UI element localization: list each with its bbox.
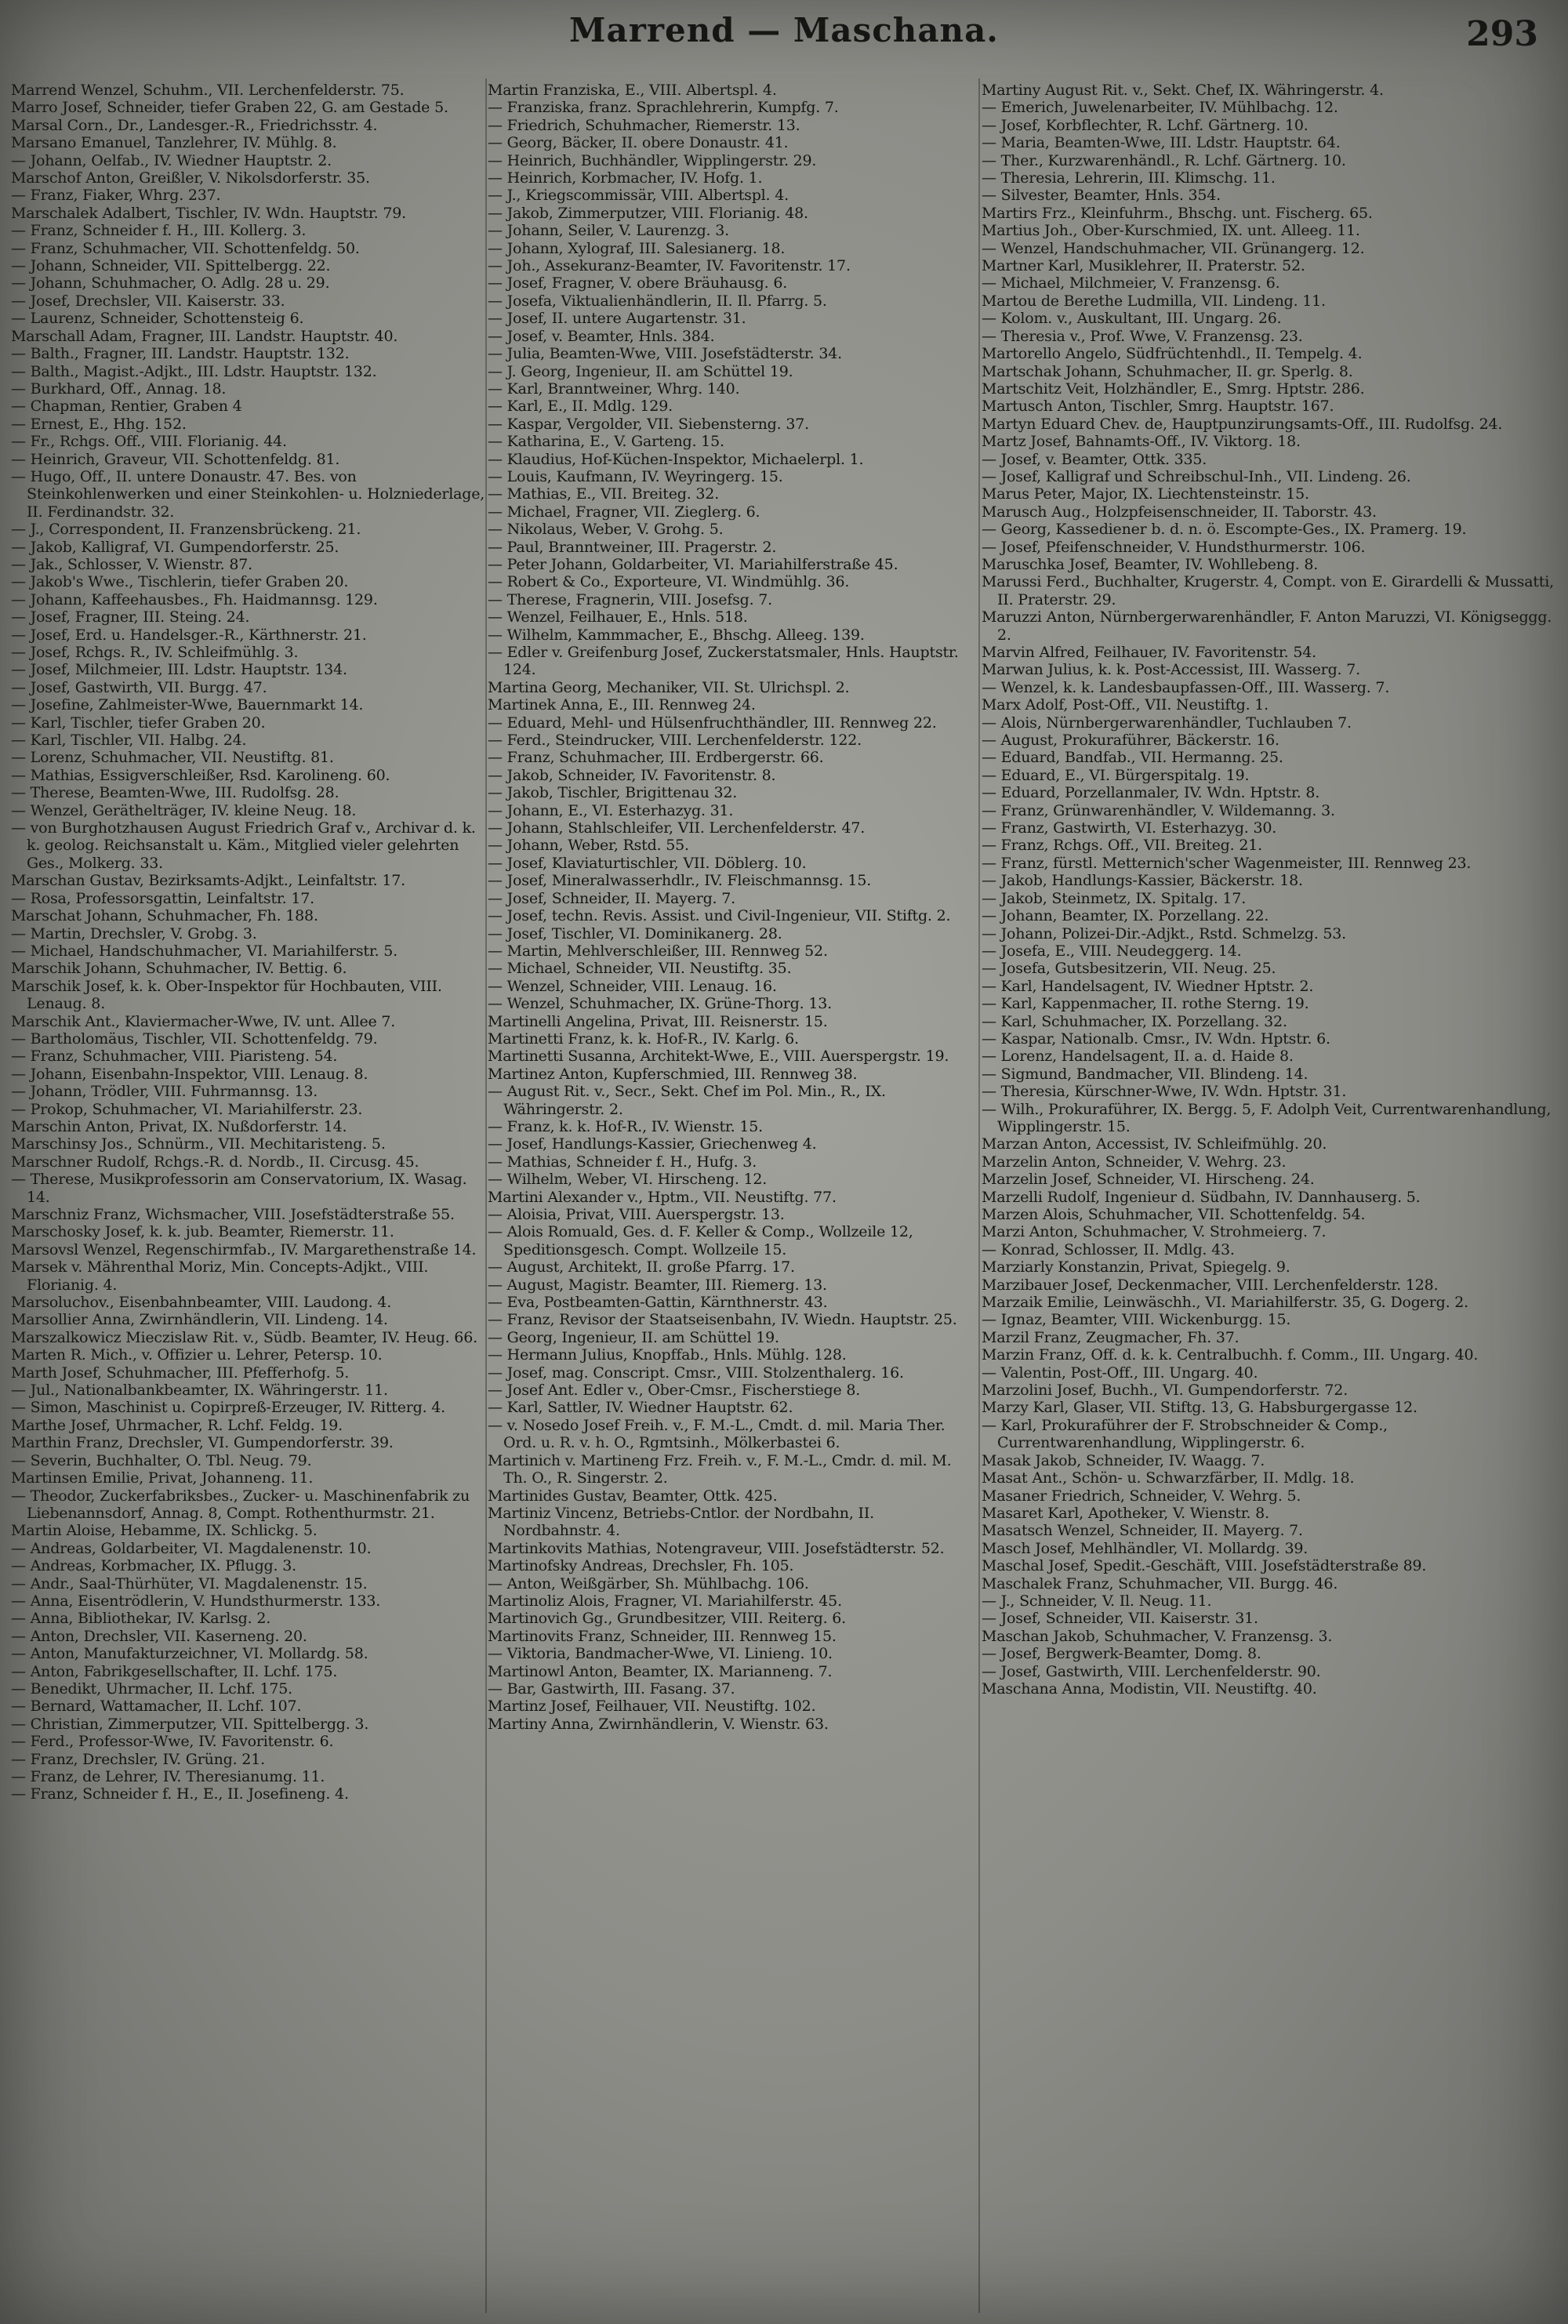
directory-entry: — Benedikt, Uhrmacher, II. Lchf. 175. (11, 1679, 292, 1698)
directory-entry: — Burkhard, Off., Annag. 18. (11, 379, 227, 398)
directory-entry: Marzan Anton, Accessist, IV. Schleifmühlg. 20. (982, 1135, 1327, 1153)
directory-entry: — Bartholomäus, Tischler, VII. Schottenfeldg. 79. (11, 1029, 378, 1048)
directory-entry: Marzibauer Josef, Deckenmacher, VIII. Lerchenfelderstr. 128. (982, 1276, 1439, 1294)
directory-entry: — Klaudius, Hof-Küchen-Inspektor, Michaelerpl. 1. (488, 450, 864, 468)
directory-entry: — Franz, de Lehrer, IV. Theresianumg. 11. (11, 1768, 325, 1785)
directory-entry: — Balth., Fragner, III. Landstr. Hauptstr. 132. (11, 345, 350, 363)
directory-entry: — Wilh., Prokuraführer, IX. Bergg. 5, F. Adolph Veit, Currentwarenhandlung, Wipplingerstr. 15. (982, 1100, 1552, 1135)
directory-entry: — Johann, Schneider, VII. Spittelbergg. 22. (11, 257, 331, 275)
directory-entry: Martiniz Vincenz, Betriebs-Cntlor. der Nordbahn, II. Nordbahnstr. 4. (488, 1504, 874, 1540)
directory-entry: — Edler v. Greifenburg Josef, Zuckerstatsmaler, Hnls. Hauptstr. 124. (488, 644, 959, 679)
directory-entry: — Franz, Schneider f. H., III. Kollerg. 3. (11, 222, 307, 240)
directory-entry: — Karl, Tischler, VII. Halbg. 24. (11, 732, 247, 750)
directory-entry: Masat Ant., Schön- u. Schwarzfärber, II. Mdlg. 18. (982, 1469, 1355, 1487)
directory-entry: — Fr., Rchgs. Off., VIII. Florianig. 44. (11, 433, 287, 451)
directory-entry: — Josef, II. untere Augartenstr. 31. (488, 310, 746, 328)
directory-entry: Marschniz Franz, Wichsmacher, VIII. Josefstädterstraße 55. (11, 1206, 455, 1223)
directory-entry: — Jakob, Handlungs-Kassier, Bäckerstr. 18. (982, 872, 1303, 890)
directory-entry: — Josef Ant. Edler v., Ober-Cmsr., Fischerstiege 8. (488, 1382, 861, 1400)
directory-entry: Marth Josef, Schuhmacher, III. Pfefferhofg. 5. (11, 1364, 350, 1382)
directory-entry: — August, Prokuraführer, Bäckerstr. 16. (982, 732, 1279, 750)
directory-entry: Maschana Anna, Modistin, VII. Neustiftg. 40. (982, 1679, 1317, 1698)
directory-entry: — Theresia, Lehrerin, III. Klimschg. 11. (982, 169, 1276, 187)
directory-entry: — Paul, Branntweiner, III. Pragerstr. 2. (488, 538, 777, 556)
directory-entry: — Severin, Buchhalter, O. Tbl. Neug. 79. (11, 1451, 312, 1469)
directory-entry: — Mathias, Essigverschleißer, Rsd. Karolineng. 60. (11, 766, 390, 784)
directory-entry: — Johann, Schuhmacher, O. Adlg. 28 u. 29. (11, 274, 330, 292)
directory-entry: Marus Peter, Major, IX. Liechtensteinstr. 15. (982, 485, 1309, 503)
directory-entry: — Franz, Revisor der Staatseisenbahn, IV. Wiedn. Hauptstr. 25. (488, 1311, 957, 1329)
directory-entry: — Ferd., Professor-Wwe, IV. Favoritenstr. 6. (11, 1733, 334, 1751)
directory-entry: — August, Magistr. Beamter, III. Riemerg. 13. (488, 1276, 827, 1294)
directory-entry: — Karl, Tischler, tiefer Graben 20. (11, 714, 266, 732)
directory-entry: — Silvester, Beamter, Hnls. 354. (982, 187, 1221, 205)
directory-entry: Masaner Friedrich, Schneider, V. Wehrg. 5. (982, 1487, 1301, 1505)
directory-entry: — Eduard, E., VI. Bürgerspitalg. 19. (982, 766, 1250, 784)
directory-entry: — Jakob, Tischler, Brigittenau 32. (488, 784, 738, 802)
directory-entry: — Johann, Polizei-Dir.-Adjkt., Rstd. Schmelzg. 53. (982, 924, 1347, 942)
directory-entry: — Bar, Gastwirth, III. Fasang. 37. (488, 1679, 735, 1698)
directory-entry: Martner Karl, Musiklehrer, II. Praterstr. 52. (982, 257, 1305, 275)
directory-entry: Marschall Adam, Fragner, III. Landstr. Hauptstr. 40. (11, 327, 398, 345)
directory-entry: — Wenzel, Schuhmacher, IX. Grüne-Thorg. 13. (488, 995, 832, 1013)
directory-entry: Maschal Josef, Spedit.-Geschäft, VIII. Josefstädterstraße 89. (982, 1557, 1427, 1575)
directory-entry: Martinovits Franz, Schneider, III. Rennweg 15. (488, 1627, 837, 1645)
directory-entry: Marschik Johann, Schuhmacher, IV. Bettig. 6. (11, 960, 347, 978)
directory-entry: — Josefine, Zahlmeister-Wwe, Bauernmarkt 14. (11, 696, 364, 714)
directory-entry: Martinetti Franz, k. k. Hof-R., IV. Karlg. 6. (488, 1029, 799, 1048)
directory-entry: — Karl, Prokuraführer der F. Strobschneider & Comp., Currentwarenhandlung, Wipplingerstr. 6. (982, 1416, 1388, 1452)
directory-entry: Martinelli Angelina, Privat, III. Reisnerstr. 15. (488, 1012, 828, 1030)
directory-entry: — Wenzel, Feilhauer, E., Hnls. 518. (488, 608, 748, 626)
directory-entry: — Hugo, Off., II. untere Donaustr. 47. Bes. von Steinkohlenwerken und einer Steinkohlen- u. Holzniederlage, II. Ferdinandstr. 32. (11, 467, 485, 521)
directory-entry: — Franz, Schuhmacher, VII. Schottenfeldg. 50. (11, 239, 360, 257)
directory-entry: — Therese, Musikprofessorin am Conservatorium, IX. Wasag. 14. (11, 1171, 467, 1206)
directory-entry: — Georg, Ingenieur, II. am Schüttel 19. (488, 1328, 779, 1346)
directory-entry: — Josef, Mineralwasserhdlr., IV. Fleischmannsg. 15. (488, 872, 872, 890)
directory-entry: Marrend Wenzel, Schuhm., VII. Lerchenfelderstr. 75. (11, 82, 405, 99)
directory-entry: Marschik Josef, k. k. Ober-Inspektor für Hochbauten, VIII. Lenaug. 8. (11, 977, 442, 1013)
directory-entry: — Johann, Seiler, V. Laurenzg. 3. (488, 222, 729, 240)
directory-entry: Marziarly Konstanzin, Privat, Spiegelg. 9. (982, 1258, 1290, 1276)
directory-entry: — Viktoria, Bandmacher-Wwe, VI. Linieng. 10. (488, 1645, 833, 1663)
directory-entry: Marsano Emanuel, Tanzlehrer, IV. Mühlg. 8. (11, 134, 337, 152)
directory-entry: Martius Joh., Ober-Kurschmied, IX. unt. Alleeg. 11. (982, 222, 1360, 240)
directory-entry: — Peter Johann, Goldarbeiter, VI. Mariahilferstraße 45. (488, 555, 898, 573)
directory-entry: — Wenzel, Geräthelträger, IV. kleine Neug. 18. (11, 801, 357, 819)
directory-entry: — Martin, Mehlverschleißer, III. Rennweg 52. (488, 942, 828, 960)
directory-entry: — Ferd., Steindrucker, VIII. Lerchenfelderstr. 122. (488, 732, 862, 750)
directory-entry: — Eduard, Mehl- und Hülsenfruchthändler, III. Rennweg 22. (488, 714, 937, 732)
directory-entry: — Mathias, Schneider f. H., Hufg. 3. (488, 1153, 757, 1171)
directory-entry: Martinetti Susanna, Architekt-Wwe, E., VIII. Auerspergstr. 19. (488, 1048, 949, 1066)
directory-entry: Martiny August Rit. v., Sekt. Chef, IX. Währingerstr. 4. (982, 82, 1384, 99)
directory-entry: — Johann, Kaffeehausbes., Fh. Haidmannsg. 129. (11, 590, 378, 608)
directory-entry: Maschalek Franz, Schuhmacher, VII. Burgg. 46. (982, 1574, 1338, 1592)
directory-column-1 (11, 82, 486, 2316)
directory-entry: Martschitz Veit, Holzhändler, E., Smrg. Hptstr. 286. (982, 379, 1365, 398)
directory-entry: — Nikolaus, Weber, V. Grohg. 5. (488, 521, 724, 539)
directory-entry: — Heinrich, Graveur, VII. Schottenfeldg. 81. (11, 450, 340, 468)
directory-entry: — Franz, Schuhmacher, VIII. Piaristeng. 54. (11, 1048, 338, 1066)
directory-entry: — Heinrich, Buchhändler, Wipplingerstr. 29. (488, 151, 817, 169)
directory-entry: — Franz, Gastwirth, VI. Esterhazyg. 30. (982, 819, 1277, 837)
directory-entry: Marzen Alois, Schuhmacher, VII. Schottenfeldg. 54. (982, 1206, 1366, 1223)
directory-entry: — Joh., Assekuranz-Beamter, IV. Favoritenstr. 17. (488, 257, 851, 275)
directory-entry: — Josef, Schneider, VII. Kaiserstr. 31. (982, 1610, 1258, 1628)
directory-entry: — Josef, Kalligraf und Schreibschul-Inh., VII. Lindeng. 26. (982, 467, 1411, 485)
directory-entry: — Josef, Erd. u. Handelsger.-R., Kärthnerstr. 21. (11, 626, 367, 644)
directory-entry: Martou de Berethe Ludmilla, VII. Lindeng. 11. (982, 292, 1326, 310)
directory-entry: — Franz, Drechsler, IV. Grüng. 21. (11, 1750, 265, 1768)
directory-entry: — Maria, Beamten-Wwe, III. Ldstr. Hauptstr. 64. (982, 134, 1341, 152)
directory-entry: — Josef, Bergwerk-Beamter, Domg. 8. (982, 1645, 1261, 1663)
directory-entry: — Josef, v. Beamter, Hnls. 384. (488, 327, 715, 345)
directory-entry: — Michael, Schneider, VII. Neustiftg. 35. (488, 960, 792, 978)
directory-entry: — Franz, Schuhmacher, III. Erdbergerstr. 66. (488, 749, 824, 767)
directory-entry: — Wenzel, Schneider, VIII. Lenaug. 16. (488, 977, 777, 995)
directory-entry: — Wenzel, k. k. Landesbaupfassen-Off., III. Wasserg. 7. (982, 678, 1390, 696)
directory-entry: — Georg, Bäcker, II. obere Donaustr. 41. (488, 134, 789, 152)
directory-entry: — Hermann Julius, Knopffab., Hnls. Mühlg. 128. (488, 1346, 847, 1364)
directory-entry: — Ernest, E., Hhg. 152. (11, 415, 187, 433)
directory-entry: — Josefa, Viktualienhändlerin, II. Il. Pfarrg. 5. (488, 292, 827, 310)
directory-entry: — Anna, Bibliothekar, IV. Karlsg. 2. (11, 1610, 271, 1628)
directory-entry: — Anna, Eisentrödlerin, V. Hundsthurmerstr. 133. (11, 1592, 381, 1610)
directory-entry: — Josef, Handlungs-Kassier, Griechenweg 4. (488, 1135, 817, 1153)
directory-entry: Martinsen Emilie, Privat, Johanneng. 11. (11, 1469, 314, 1487)
directory-entry: Masatsch Wenzel, Schneider, II. Mayerg. 7. (982, 1522, 1303, 1540)
directory-entry: — Wilhelm, Kammmacher, E., Bhschg. Alleeg. 139. (488, 626, 865, 644)
directory-entry: Marschinsy Jos., Schnürm., VII. Mechitaristeng. 5. (11, 1135, 386, 1153)
directory-entry: — Josef, Pfeifenschneider, V. Hundsthurmerstr. 106. (982, 538, 1366, 556)
directory-entry: — Rosa, Professorsgattin, Leinfaltstr. 17. (11, 889, 314, 907)
directory-entry: Martin Franziska, E., VIII. Albertspl. 4. (488, 82, 777, 99)
directory-entry: — Laurenz, Schneider, Schottensteig 6. (11, 310, 304, 328)
directory-entry: — Jak., Schlosser, V. Wienstr. 87. (11, 555, 252, 573)
directory-entry: — August, Architekt, II. große Pfarrg. 17. (488, 1258, 795, 1276)
directory-entry: Martinkovits Mathias, Notengraveur, VIII. Josefstädterstr. 52. (488, 1539, 945, 1557)
directory-entry: Martusch Anton, Tischler, Smrg. Hauptstr. 167. (982, 398, 1334, 416)
directory-entry: Marzy Karl, Glaser, VII. Stiftg. 13, G. Habsburgergasse 12. (982, 1399, 1417, 1417)
directory-entry: — Chapman, Rentier, Graben 4 (11, 398, 242, 416)
directory-entry: — Karl, E., II. Mdlg. 129. (488, 398, 673, 416)
directory-entry: — Franziska, franz. Sprachlehrerin, Kumpfg. 7. (488, 99, 839, 117)
directory-entry: — Josef, Fragner, III. Steing. 24. (11, 608, 250, 626)
directory-entry: — Jakob, Steinmetz, IX. Spitalg. 17. (982, 889, 1247, 907)
directory-entry: — Josef, v. Beamter, Ottk. 335. (982, 450, 1207, 468)
directory-entry: — Karl, Sattler, IV. Wiedner Hauptstr. 62. (488, 1399, 793, 1417)
directory-entry: — Andreas, Goldarbeiter, VI. Magdalenenstr. 10. (11, 1539, 372, 1557)
running-header: Marrend — Maschana. (569, 11, 999, 49)
directory-entry: Marschosky Josef, k. k. jub. Beamter, Riemerstr. 11. (11, 1223, 394, 1241)
directory-entry: — Andr., Saal-Thürhüter, VI. Magdalenenstr. 15. (11, 1574, 368, 1592)
directory-entry: — Michael, Fragner, VII. Zieglerg. 6. (488, 503, 760, 521)
directory-entry: Marten R. Mich., v. Offizier u. Lehrer, Petersp. 10. (11, 1346, 383, 1364)
directory-entry: — Kaspar, Vergolder, VII. Siebensterng. 37. (488, 415, 809, 433)
directory-entry: — von Burghotzhausen August Friedrich Graf v., Archivar d. k. k. geolog. Reichsanstalt u. Käm., Mitglied vieler gelehrten Ges., Molkerg. 33. (11, 819, 476, 872)
directory-entry: — Jakob, Zimmerputzer, VIII. Florianig. 48. (488, 204, 808, 222)
directory-entry: — Wenzel, Handschuhmacher, VII. Grünangerg. 12. (982, 239, 1365, 257)
directory-entry: — Josef, techn. Revis. Assist. und Civil-Ingenieur, VII. Stiftg. 2. (488, 907, 951, 925)
directory-entry: — J., Schneider, V. Il. Neug. 11. (982, 1592, 1212, 1610)
directory-entry: Marsollier Anna, Zwirnhändlerin, VII. Lindeng. 14. (11, 1311, 388, 1329)
directory-entry: — Georg, Kassediener b. d. n. ö. Escompte-Ges., IX. Pramerg. 19. (982, 521, 1467, 539)
directory-entry: — Johann, Trödler, VIII. Fuhrmannsg. 13. (11, 1083, 318, 1101)
directory-entry: Martschak Johann, Schuhmacher, II. gr. Sperlg. 8. (982, 362, 1353, 380)
directory-entry: Marsal Corn., Dr., Landesger.-R., Friedrichsstr. 4. (11, 116, 378, 134)
directory-entry: — Johann, Beamter, IX. Porzellang. 22. (982, 907, 1269, 925)
column-divider (978, 78, 980, 2313)
directory-entry: — Jul., Nationalbankbeamter, IX. Währingerstr. 11. (11, 1382, 388, 1400)
directory-entry: — Bernard, Wattamacher, II. Lchf. 107. (11, 1698, 302, 1716)
directory-entry: Marussi Ferd., Buchhalter, Krugerstr. 4, Compt. von E. Girardelli & Mussatti, II. Praterstr. 29. (982, 573, 1554, 608)
directory-entry: Martini Alexander v., Hptm., VII. Neustiftg. 77. (488, 1188, 837, 1206)
directory-entry: — Eduard, Bandfab., VII. Hermanng. 25. (982, 749, 1283, 767)
directory-entry: Marx Adolf, Post-Off., VII. Neustiftg. 1. (982, 696, 1269, 714)
directory-entry: Martina Georg, Mechaniker, VII. St. Ulrichspl. 2. (488, 678, 850, 696)
directory-entry: — Theresia v., Prof. Wwe, V. Franzensg. 23. (982, 327, 1303, 345)
directory-column-2 (488, 82, 977, 2316)
directory-entry: — August Rit. v., Secr., Sekt. Chef im Pol. Min., R., IX. Währingerstr. 2. (488, 1083, 886, 1118)
directory-entry: — Anton, Drechsler, VII. Kaserneng. 20. (11, 1627, 307, 1645)
directory-entry: — Josef, Gastwirth, VIII. Lerchenfelderstr. 90. (982, 1662, 1321, 1680)
directory-entry: Martinofsky Andreas, Drechsler, Fh. 105. (488, 1557, 794, 1575)
directory-entry: — Valentin, Post-Off., III. Ungarg. 40. (982, 1364, 1258, 1382)
directory-entry: — Josef, Fragner, V. obere Bräuhausg. 6. (488, 274, 788, 292)
directory-entry: — Josef, Tischler, VI. Dominikanerg. 28. (488, 924, 782, 942)
directory-entry: — Jakob's Wwe., Tischlerin, tiefer Graben 20. (11, 573, 349, 591)
directory-entry: Martinovich Gg., Grundbesitzer, VIII. Reiterg. 6. (488, 1610, 847, 1628)
directory-entry: Marsovsl Wenzel, Regenschirmfab., IV. Margarethenstraße 14. (11, 1240, 477, 1258)
directory-entry: Maruschka Josef, Beamter, IV. Wohllebeng. 8. (982, 555, 1319, 573)
directory-entry: Marschof Anton, Greißler, V. Nikolsdorferstr. 35. (11, 169, 370, 187)
page-number: 293 (1466, 14, 1538, 54)
page-header (0, 6, 1568, 69)
directory-entry: Marschin Anton, Privat, IX. Nußdorferstr. 14. (11, 1117, 347, 1135)
directory-entry: Martin Aloise, Hebamme, IX. Schlickg. 5. (11, 1522, 318, 1540)
directory-entry: — Katharina, E., V. Garteng. 15. (488, 433, 724, 451)
directory-entry: — J., Kriegscommissär, VIII. Albertspl. 4. (488, 187, 789, 205)
directory-entry: — Franz, fürstl. Metternich'scher Wagenmeister, III. Rennweg 23. (982, 854, 1472, 872)
directory-entry: — Mathias, E., VII. Breiteg. 32. (488, 485, 720, 503)
directory-entry: — Robert & Co., Exporteure, VI. Windmühlg. 36. (488, 573, 850, 591)
directory-entry: Martinoliz Alois, Fragner, VI. Mariahilferstr. 45. (488, 1592, 842, 1610)
directory-entry: Marvin Alfred, Feilhauer, IV. Favoritenstr. 54. (982, 644, 1316, 661)
directory-entry: — Ignaz, Beamter, VIII. Wickenburgg. 15. (982, 1311, 1291, 1329)
directory-entry: Masak Jakob, Schneider, IV. Waagg. 7. (982, 1451, 1265, 1469)
directory-entry: — Karl, Kappenmacher, II. rothe Sterng. 19. (982, 995, 1309, 1013)
directory-entry: — Josef, Korbflechter, R. Lchf. Gärtnerg. 10. (982, 116, 1308, 134)
directory-entry: — Michael, Milchmeier, V. Franzensg. 6. (982, 274, 1280, 292)
directory-entry: — Aloisia, Privat, VIII. Auerspergstr. 13. (488, 1206, 785, 1223)
directory-entry: — Michael, Handschuhmacher, VI. Mariahilferstr. 5. (11, 942, 398, 960)
directory-entry: — Martin, Drechsler, V. Grobg. 3. (11, 924, 257, 942)
directory-entry: — Anton, Manufakturzeichner, VI. Mollardg. 58. (11, 1645, 368, 1663)
directory-entry: Marzin Franz, Off. d. k. k. Centralbuchh. f. Comm., III. Ungarg. 40. (982, 1346, 1479, 1364)
directory-entry: Marzaik Emilie, Leinwäschh., VI. Mariahilferstr. 35, G. Dogerg. 2. (982, 1294, 1468, 1312)
directory-entry: — Therese, Beamten-Wwe, III. Rudolfsg. 28. (11, 784, 339, 802)
directory-entry: Marwan Julius, k. k. Post-Accessist, III. Wasserg. 7. (982, 661, 1360, 679)
directory-entry: — J., Correspondent, II. Franzensbrückeng. 21. (11, 521, 361, 539)
directory-entry: — Josef, Rchgs. R., IV. Schleifmühlg. 3. (11, 644, 299, 661)
directory-entry: Marschan Gustav, Bezirksamts-Adjkt., Leinfaltstr. 17. (11, 872, 405, 890)
directory-entry: — Kolom. v., Auskultant, III. Ungarg. 26. (982, 310, 1282, 328)
directory-entry: — Franz, Grünwarenhändler, V. Wildemanng. 3. (982, 801, 1335, 819)
directory-entry: Marusch Aug., Holzpfeisenschneider, II. Taborstr. 43. (982, 503, 1377, 521)
directory-entry: — Kaspar, Nationalb. Cmsr., IV. Wdn. Hptstr. 6. (982, 1029, 1330, 1048)
directory-entry: Marsek v. Mährenthal Moriz, Min. Concepts-Adjkt., VIII. Florianig. 4. (11, 1258, 429, 1294)
directory-entry: — Johann, Stahlschleifer, VII. Lerchenfelderstr. 47. (488, 819, 866, 837)
directory-entry: — Simon, Maschinist u. Copirpreß-Erzeuger, IV. Ritterg. 4. (11, 1399, 446, 1417)
directory-entry: — Karl, Branntweiner, Whrg. 140. (488, 379, 740, 398)
directory-entry: Marschalek Adalbert, Tischler, IV. Wdn. Hauptstr. 79. (11, 204, 406, 222)
directory-entry: — Johann, Weber, Rstd. 55. (488, 837, 689, 855)
directory-entry: Marschat Johann, Schuhmacher, Fh. 188. (11, 907, 318, 925)
directory-entry: — Josef, Schneider, II. Mayerg. 7. (488, 889, 735, 907)
directory-entry: Marro Josef, Schneider, tiefer Graben 22, G. am Gestade 5. (11, 99, 448, 117)
directory-entry: — Konrad, Schlosser, II. Mdlg. 43. (982, 1240, 1235, 1258)
directory-entry: Masaret Karl, Apotheker, V. Wienstr. 8. (982, 1504, 1269, 1522)
directory-entry: Marszalkowicz Mieczislaw Rit. v., Südb. Beamter, IV. Heug. 66. (11, 1328, 477, 1346)
directory-entry: — Eva, Postbeamten-Gattin, Kärnthnerstr. 43. (488, 1294, 828, 1312)
directory-entry: Maruzzi Anton, Nürnbergerwarenhändler, F. Anton Maruzzi, VI. Königseggg. 2. (982, 608, 1552, 644)
directory-entry: — Emerich, Juwelenarbeiter, IV. Mühlbachg. 12. (982, 99, 1338, 117)
directory-entry: Masch Josef, Mehlhändler, VI. Mollardg. 39. (982, 1539, 1308, 1557)
directory-entry: — Johann, Eisenbahn-Inspektor, VIII. Lenaug. 8. (11, 1065, 368, 1083)
directory-entry: Martinowl Anton, Beamter, IX. Marianneng. 7. (488, 1662, 833, 1680)
directory-entry: — Wilhelm, Weber, VI. Hirscheng. 12. (488, 1171, 768, 1189)
directory-entry: Marzil Franz, Zeugmacher, Fh. 37. (982, 1328, 1240, 1346)
directory-entry: Marthin Franz, Drechsler, VI. Gumpendorferstr. 39. (11, 1434, 394, 1452)
directory-entry: — Anton, Weißgärber, Sh. Mühlbachg. 106. (488, 1574, 809, 1592)
directory-entry: — Lorenz, Schuhmacher, VII. Neustiftg. 81. (11, 749, 334, 767)
directory-entry: Marzi Anton, Schuhmacher, V. Strohmeierg. 7. (982, 1223, 1327, 1241)
directory-entry: — J. Georg, Ingenieur, II. am Schüttel 19. (488, 362, 793, 380)
directory-entry: — Alois Romuald, Ges. d. F. Keller & Comp., Wollzeile 12, Speditionsgesch. Compt. Wollzeile 15. (488, 1223, 913, 1258)
directory-entry: — Ther., Kurzwarenhändl., R. Lchf. Gärtnerg. 10. (982, 151, 1346, 169)
directory-entry: — Therese, Fragnerin, VIII. Josefsg. 7. (488, 590, 773, 608)
directory-entry: Marzelli Rudolf, Ingenieur d. Südbahn, IV. Dannhauserg. 5. (982, 1188, 1421, 1206)
directory-column-3 (982, 82, 1562, 2316)
directory-entry: — Andreas, Korbmacher, IX. Pflugg. 3. (11, 1557, 296, 1575)
directory-entry: Marthe Josef, Uhrmacher, R. Lchf. Feldg. 19. (11, 1416, 343, 1434)
directory-entry: — Prokop, Schuhmacher, VI. Mariahilferstr. 23. (11, 1100, 363, 1118)
directory-entry: Marzelin Anton, Schneider, V. Wehrg. 23. (982, 1153, 1287, 1171)
directory-entry: — Franz, Schneider f. H., E., II. Josefineng. 4. (11, 1785, 349, 1803)
directory-entry: — Jakob, Schneider, IV. Favoritenstr. 8. (488, 766, 776, 784)
directory-entry: Maschan Jakob, Schuhmacher, V. Franzensg. 3. (982, 1627, 1333, 1645)
directory-entry: Marzelin Josef, Schneider, VI. Hirscheng. 24. (982, 1171, 1315, 1189)
directory-entry: Martyn Eduard Chev. de, Hauptpunzirungsamts-Off., III. Rudolfsg. 24. (982, 415, 1503, 433)
directory-entry: Martinz Josef, Feilhauer, VII. Neustiftg. 102. (488, 1698, 816, 1716)
directory-entry: Martinek Anna, E., III. Rennweg 24. (488, 696, 756, 714)
directory-entry: — Josefa, Gutsbesitzerin, VII. Neug. 25. (982, 960, 1276, 978)
directory-entry: — Louis, Kaufmann, IV. Weyringerg. 15. (488, 467, 783, 485)
directory-entry: — v. Nosedo Josef Freih. v., F. M.-L., Cmdt. d. mil. Maria Ther. Ord. u. R. v. h. O., Rgmtsinh., Mölkerbastei 6. (488, 1416, 946, 1452)
directory-entry: — Lorenz, Handelsagent, II. a. d. Haide 8. (982, 1048, 1294, 1066)
directory-entry: — Heinrich, Korbmacher, IV. Hofg. 1. (488, 169, 763, 187)
directory-entry: — Johann, E., VI. Esterhazyg. 31. (488, 801, 734, 819)
directory-entry: — Franz, k. k. Hof-R., IV. Wienstr. 15. (488, 1117, 763, 1135)
directory-entry: — Balth., Magist.-Adjkt., III. Ldstr. Hauptstr. 132. (11, 362, 377, 380)
directory-entry: — Friedrich, Schuhmacher, Riemerstr. 13. (488, 116, 800, 134)
directory-entry: Martinez Anton, Kupferschmied, III. Rennweg 38. (488, 1065, 858, 1083)
directory-entry: — Eduard, Porzellanmaler, IV. Wdn. Hptstr. 8. (982, 784, 1320, 802)
directory-entry: Marsoluchov., Eisenbahnbeamter, VIII. Laudong. 4. (11, 1294, 392, 1312)
directory-entry: — Jakob, Kalligraf, VI. Gumpendorferstr. 25. (11, 538, 339, 556)
directory-entry: Marschner Rudolf, Rchgs.-R. d. Nordb., II. Circusg. 45. (11, 1153, 419, 1171)
directory-entry: — Julia, Beamten-Wwe, VIII. Josefstädterstr. 34. (488, 345, 842, 363)
directory-entry: Martz Josef, Bahnamts-Off., IV. Viktorg. 18. (982, 433, 1301, 451)
directory-entry: — Anton, Fabrikgesellschafter, II. Lchf. 175. (11, 1662, 338, 1680)
directory-entry: — Josef, mag. Conscript. Cmsr., VIII. Stolzenthalerg. 16. (488, 1364, 904, 1382)
directory-entry: Martorello Angelo, Südfrüchtenhdl., II. Tempelg. 4. (982, 345, 1363, 363)
directory-entry: — Theodor, Zuckerfabriksbes., Zucker- u. Maschinenfabrik zu Liebenannsdorf, Annag. 8, Compt. Rothenthurmstr. 21. (11, 1487, 470, 1522)
directory-entry: Martinides Gustav, Beamter, Ottk. 425. (488, 1487, 778, 1505)
directory-entry: — Christian, Zimmerputzer, VII. Spittelbergg. 3. (11, 1715, 369, 1733)
directory-entry: — Theresia, Kürschner-Wwe, IV. Wdn. Hptstr. 31. (982, 1083, 1347, 1101)
directory-entry: — Josef, Milchmeier, III. Ldstr. Hauptstr. 134. (11, 661, 347, 679)
directory-entry: Martiny Anna, Zwirnhändlerin, V. Wienstr. 63. (488, 1715, 829, 1733)
directory-entry: — Karl, Handelsagent, IV. Wiedner Hptstr. 2. (982, 977, 1314, 995)
directory-entry: — Sigmund, Bandmacher, VII. Blindeng. 14. (982, 1065, 1308, 1083)
directory-entry: — Josefa, E., VIII. Neudeggerg. 14. (982, 942, 1242, 960)
directory-entry: — Josef, Klaviaturtischler, VII. Döblerg. 10. (488, 854, 807, 872)
directory-entry: — Josef, Drechsler, VII. Kaiserstr. 33. (11, 292, 285, 310)
directory-entry: Martinich v. Martineng Frz. Freih. v., F. M.-L., Cmdr. d. mil. M. Th. O., R. Singerstr. 2. (488, 1451, 952, 1487)
directory-entry: Marzolini Josef, Buchh., VI. Gumpendorferstr. 72. (982, 1382, 1348, 1400)
directory-entry: Martirs Frz., Kleinfuhrm., Bhschg. unt. Fischerg. 65. (982, 204, 1373, 222)
directory-entry: — Johann, Xylograf, III. Salesianerg. 18. (488, 239, 786, 257)
directory-entry: — Franz, Fiaker, Whrg. 237. (11, 187, 221, 205)
directory-entry: — Alois, Nürnbergerwarenhändler, Tuchlauben 7. (982, 714, 1352, 732)
directory-entry: — Karl, Schuhmacher, IX. Porzellang. 32. (982, 1012, 1287, 1030)
directory-entry: Marschik Ant., Klaviermacher-Wwe, IV. unt. Allee 7. (11, 1012, 396, 1030)
directory-entry: — Franz, Rchgs. Off., VII. Breiteg. 21. (982, 837, 1262, 855)
directory-entry: — Johann, Oelfab., IV. Wiedner Hauptstr. 2. (11, 151, 332, 169)
directory-entry: — Josef, Gastwirth, VII. Burgg. 47. (11, 678, 267, 696)
